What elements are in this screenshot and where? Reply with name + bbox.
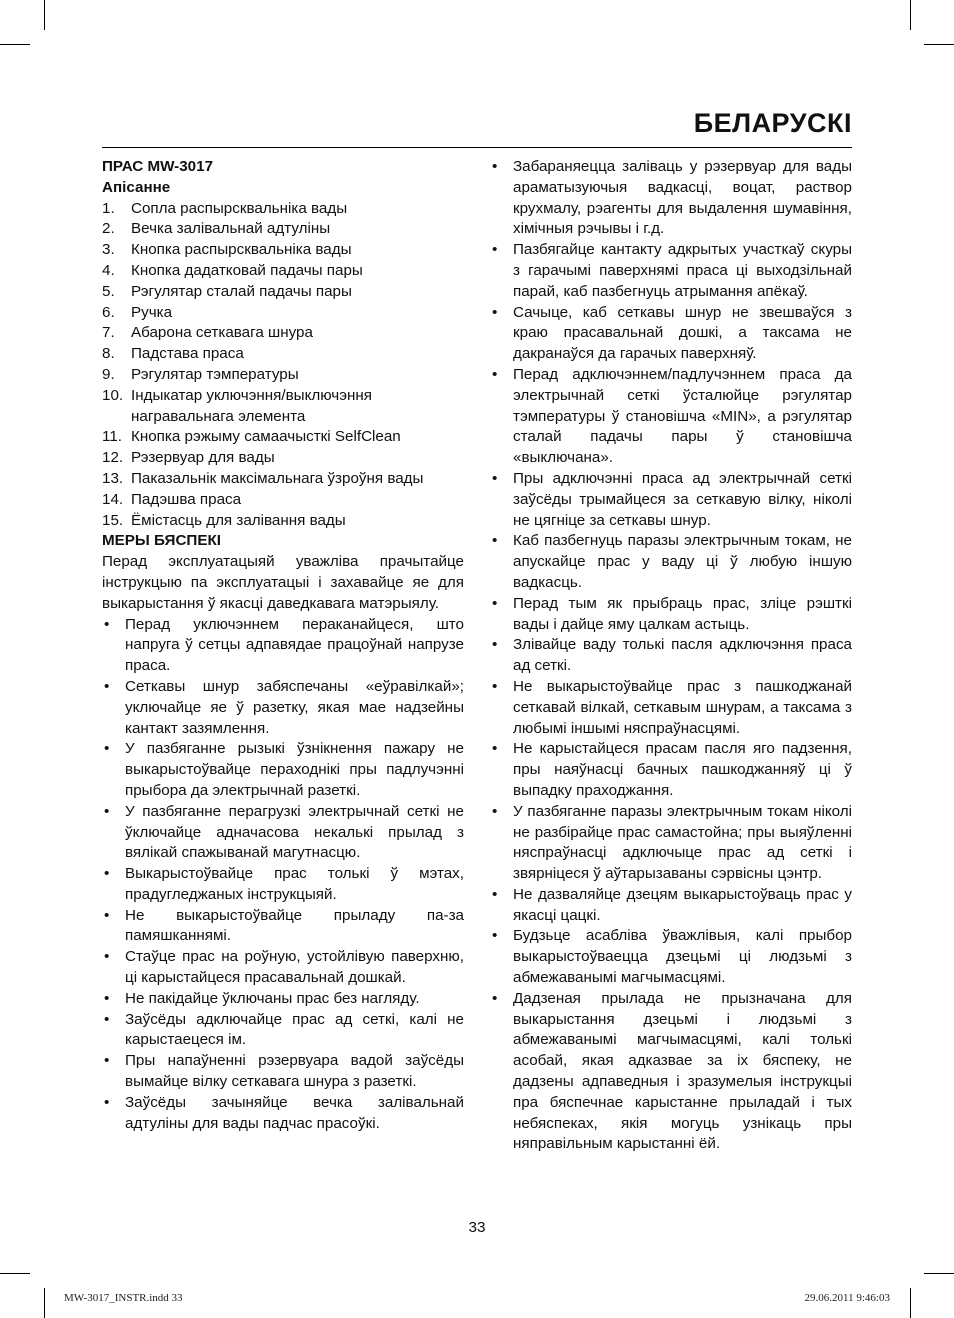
safety-bullet-item: • Перад уключэннем пераканайцеся, што напруга ў сетцы адпавядае працоўнай напрузе праса. xyxy=(102,615,464,677)
part-number: 7. xyxy=(102,324,115,342)
left-column xyxy=(102,157,464,1134)
safety-bullet-item: • Стаўце прас на роўную, устойлівую паверхню, ці карыстайцеся прасавальнай дошкай. xyxy=(102,947,464,989)
safety-bullet-item: • Не выкарыстоўвайце прыладу па-за памяшканнямі. xyxy=(102,906,464,948)
part-label: Вечка залівальнай адтуліны xyxy=(131,220,331,238)
safety-bullet-item: • Пазбягайце кантакту адкрытых участкаў скуры з гарачымі паверхнямі праса ці выходзільнай парай, каб пазбегнуць атрымання апёкаў. xyxy=(490,240,852,302)
safety-bullet-item: • Перад тым як прыбраць прас, зліце рэшткі вады і дайце яму цалкам астыць. xyxy=(490,594,852,636)
part-list-item xyxy=(102,344,464,365)
part-number: 1. xyxy=(102,199,115,217)
safety-bullet-item: • Заўсёды адключайце прас ад сеткі, калі не карыстаецеся ім. xyxy=(102,1010,464,1052)
part-label: Кнопка распырсквальніка вады xyxy=(131,241,352,259)
page-title: БЕЛАРУСКІ xyxy=(693,108,852,138)
crop-mark xyxy=(0,1273,30,1274)
part-number: 4. xyxy=(102,261,115,279)
part-label: Рэгулятар тэмпературы xyxy=(131,365,299,383)
part-number: 14. xyxy=(102,490,124,508)
part-list-item xyxy=(102,490,464,511)
part-number: 8. xyxy=(102,345,115,363)
part-list-item xyxy=(102,240,464,261)
part-label: Індыкатар уключэння/выключэння награвальнага элемента xyxy=(131,386,372,425)
part-label: Рэзервуар для вады xyxy=(131,449,275,467)
right-column xyxy=(490,157,852,1155)
part-label: Рэгулятар сталай падачы пары xyxy=(131,282,352,300)
part-list-item xyxy=(102,386,464,428)
safety-bullet-item: • У пазбяганне перагрузкі электрычнай сеткі не ўключайце адначасова некалькі прылад з вялікай спажыванай магутнасцю. xyxy=(102,802,464,864)
print-slug-file: MW-3017_INSTR.indd 33 xyxy=(64,1292,183,1304)
product-title: ПРАС MW-3017 xyxy=(102,158,214,175)
part-number: 10. xyxy=(102,386,124,404)
crop-mark xyxy=(924,44,954,45)
safety-bullet-item: • Не выкарыстоўвайце прас з пашкоджанай сеткавай вілкай, сеткавым шнурам, а таксама з любымі іншымі няспраўнасцямі. xyxy=(490,677,852,739)
safety-bullet-item: • Заўсёды зачыняйце вечка залівальнай адтуліны для вады падчас прасоўкі. xyxy=(102,1093,464,1135)
safety-bullet-item: • Выкарыстоўвайце прас толькі ў мэтах, прадугледжаных інструкцыяй. xyxy=(102,864,464,906)
part-list-item xyxy=(102,261,464,282)
safety-bullet-item: • У пазбяганне рызыкі ўзнікнення пажару не выкарыстоўвайце пераходнікі пры падлучэнні прыбора да электрычнай разеткі. xyxy=(102,739,464,801)
part-number: 9. xyxy=(102,365,115,383)
safety-bullet-item: • Не дазваляйце дзецям выкарыстоўваць прас у якасці цацкі. xyxy=(490,885,852,927)
part-list-item xyxy=(102,303,464,324)
safety-bullet-item: • Сеткавы шнур забяспечаны «еўравілкай»; уключайце яе ў разетку, якая мае надзейны кантакт зазямлення. xyxy=(102,677,464,739)
part-label: Паказальнік максімальнага ўзроўня вады xyxy=(131,469,424,487)
safety-bullet-item: • Каб пазбегнуць паразы электрычным токам, не апускайце прас у ваду ці ў любую іншую вадкасць. xyxy=(490,531,852,593)
crop-mark xyxy=(44,1288,45,1318)
part-list-item xyxy=(102,323,464,344)
header-divider xyxy=(102,147,852,148)
part-label: Ручка xyxy=(131,303,173,321)
print-slug-date: 29.06.2011 9:46:03 xyxy=(804,1292,890,1304)
safety-bullet-item: • Не карыстайцеся прасам пасля яго падзення, пры наяўнасці бачных пашкоджанняў ці ў выпадку праходжання. xyxy=(490,739,852,801)
part-label: Ёмістасць для залівання вады xyxy=(131,511,346,529)
crop-mark xyxy=(910,0,911,30)
part-label: Падстава праса xyxy=(131,345,244,363)
crop-mark xyxy=(0,44,30,45)
part-number: 6. xyxy=(102,303,115,321)
safety-bullet-item: • Сачыце, каб сеткавы шнур не звешваўся з краю прасавальнай дошкі, а таксама не дакранаўся да гарачых паверхняў. xyxy=(490,303,852,365)
description-heading: Апісанне xyxy=(102,178,171,196)
safety-bullet-item: • Перад адключэннем/падлучэннем праса да электрычнай сеткі ўсталюйце рэгулятар тэмпературы ў становішча «MIN», а рэгулятар сталай падачы пары ў становішча «выключана». xyxy=(490,365,852,469)
safety-bullet-item: • Пры напаўненні рэзервуара вадой заўсёды вымайце вілку сеткавага шнура з разеткі. xyxy=(102,1051,464,1093)
part-number: 5. xyxy=(102,282,115,300)
safety-bullet-item: • Забараняецца заліваць у рэзервуар для вады араматызуючыя вадкасці, воцат, раствор крухмалу, рэагенты для выдалення шумавіння, хімічныя рэчывы і г.д. xyxy=(490,157,852,240)
part-list-item xyxy=(102,282,464,303)
part-number: 2. xyxy=(102,220,115,238)
part-list-item xyxy=(102,427,464,448)
part-number: 3. xyxy=(102,241,115,259)
part-number: 13. xyxy=(102,469,124,487)
safety-heading: МЕРЫ БЯСПЕКІ xyxy=(102,532,221,550)
part-number: 15. xyxy=(102,511,124,529)
safety-bullet-item: • Злівайце ваду толькі пасля адключэння праса ад сеткі. xyxy=(490,635,852,677)
crop-mark xyxy=(924,1273,954,1274)
page-number: 33 xyxy=(468,1219,486,1236)
safety-bullet-item: • Пры адключэнні праса ад электрычнай сеткі заўсёды трымайцеся за сеткавую вілку, ніколі не цягніце за сеткавы шнур. xyxy=(490,469,852,531)
part-list-item xyxy=(102,199,464,220)
safety-bullet-item: • Будзьце асабліва ўважлівыя, калі прыбор выкарыстоўваецца дзецьмі ці людзьмі з абмежаванымі магчымасцямі. xyxy=(490,926,852,988)
part-label: Сопла распырсквальніка вады xyxy=(131,199,348,217)
part-list-item xyxy=(102,365,464,386)
part-list-item xyxy=(102,469,464,490)
safety-bullet-item: • Не пакідайце ўключаны прас без нагляду. xyxy=(102,989,464,1010)
part-number: 12. xyxy=(102,449,124,467)
crop-mark xyxy=(44,0,45,30)
part-list-item xyxy=(102,511,464,532)
part-label: Кнопка рэжыму самаачысткі SelfClean xyxy=(131,428,401,446)
part-label: Абарона сеткавага шнура xyxy=(131,324,313,342)
part-list-item xyxy=(102,219,464,240)
parts-list xyxy=(102,199,464,532)
crop-mark xyxy=(910,1288,911,1318)
safety-intro: Перад эксплуатацыяй уважліва прачытайце інструкцыю па эксплуатацыі і захавайце яе для выкарыстання ў якасці даведкавага матэрыялу. xyxy=(102,553,464,612)
part-label: Падэшва праса xyxy=(131,490,242,508)
safety-bullet-item: • Дадзеная прылада не прызначана для выкарыстання дзецьмі і людзьмі з абмежаванымі магчымасцямі, калі толькі асобай, якая адказвае за іх бяспеку, не дадзены адпаведныя і зразумелыя інструкцыі пра бяспечнае карыстанне прыладай і тых небяспеках, якія могуць узнікаць пры няправільным карыстанні ёй. xyxy=(490,989,852,1155)
part-label: Кнопка дадатковай падачы пары xyxy=(131,261,363,279)
safety-bullets-left xyxy=(102,615,464,1135)
part-list-item xyxy=(102,448,464,469)
part-number: 11. xyxy=(102,428,122,446)
safety-bullet-item: • У пазбяганне паразы электрычным токам ніколі не разбірайце прас самастойна; пры выяўленні няспраўнасці адключыце прас ад сеткі і звярніцеся ў аўтарызаваны сэрвісны цэнтр. xyxy=(490,802,852,885)
safety-bullets-right xyxy=(490,157,852,1155)
